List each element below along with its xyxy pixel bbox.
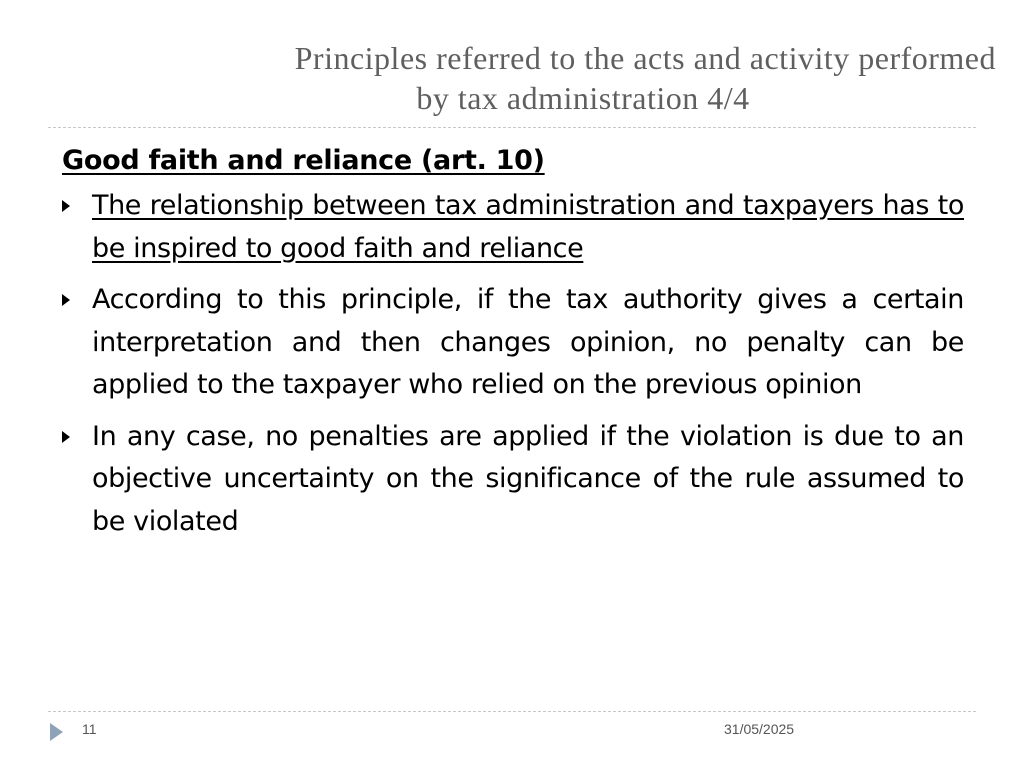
- triangle-right-icon: [62, 294, 70, 306]
- page-number: 11: [82, 721, 97, 737]
- triangle-right-icon: [62, 200, 70, 212]
- bullet-item: [62, 185, 964, 270]
- footer-divider: [48, 711, 976, 712]
- bullet-text: In any case, no penalties are applied if the violation is due to an objective uncertainty on the significance of the rule assumed to be violated: [92, 420, 964, 537]
- section-heading: Good faith and reliance (art. 10): [62, 145, 545, 176]
- slide-date: 31/05/2025: [724, 721, 795, 737]
- bullet-list: [62, 185, 964, 543]
- triangle-right-icon: [50, 723, 63, 741]
- slide-content: [62, 141, 964, 552]
- bullet-text: The relationship between tax administration and taxpayers has to be inspired to good faith and reliance: [92, 190, 964, 264]
- slide-title: [60, 38, 996, 118]
- title-divider: [48, 127, 976, 128]
- triangle-right-icon: [62, 431, 70, 443]
- bullet-item: [62, 279, 964, 407]
- bullet-item: [62, 416, 964, 544]
- slide-title-line-1: Principles referred to the acts and activity performed: [294, 40, 996, 76]
- bullet-text: According to this principle, if the tax authority gives a certain interpretation and then changes opinion, no penalty can be applied to the taxpayer who relied on the previous opinion: [92, 284, 964, 400]
- slide-title-line-2: by tax administration 4/4: [416, 80, 750, 116]
